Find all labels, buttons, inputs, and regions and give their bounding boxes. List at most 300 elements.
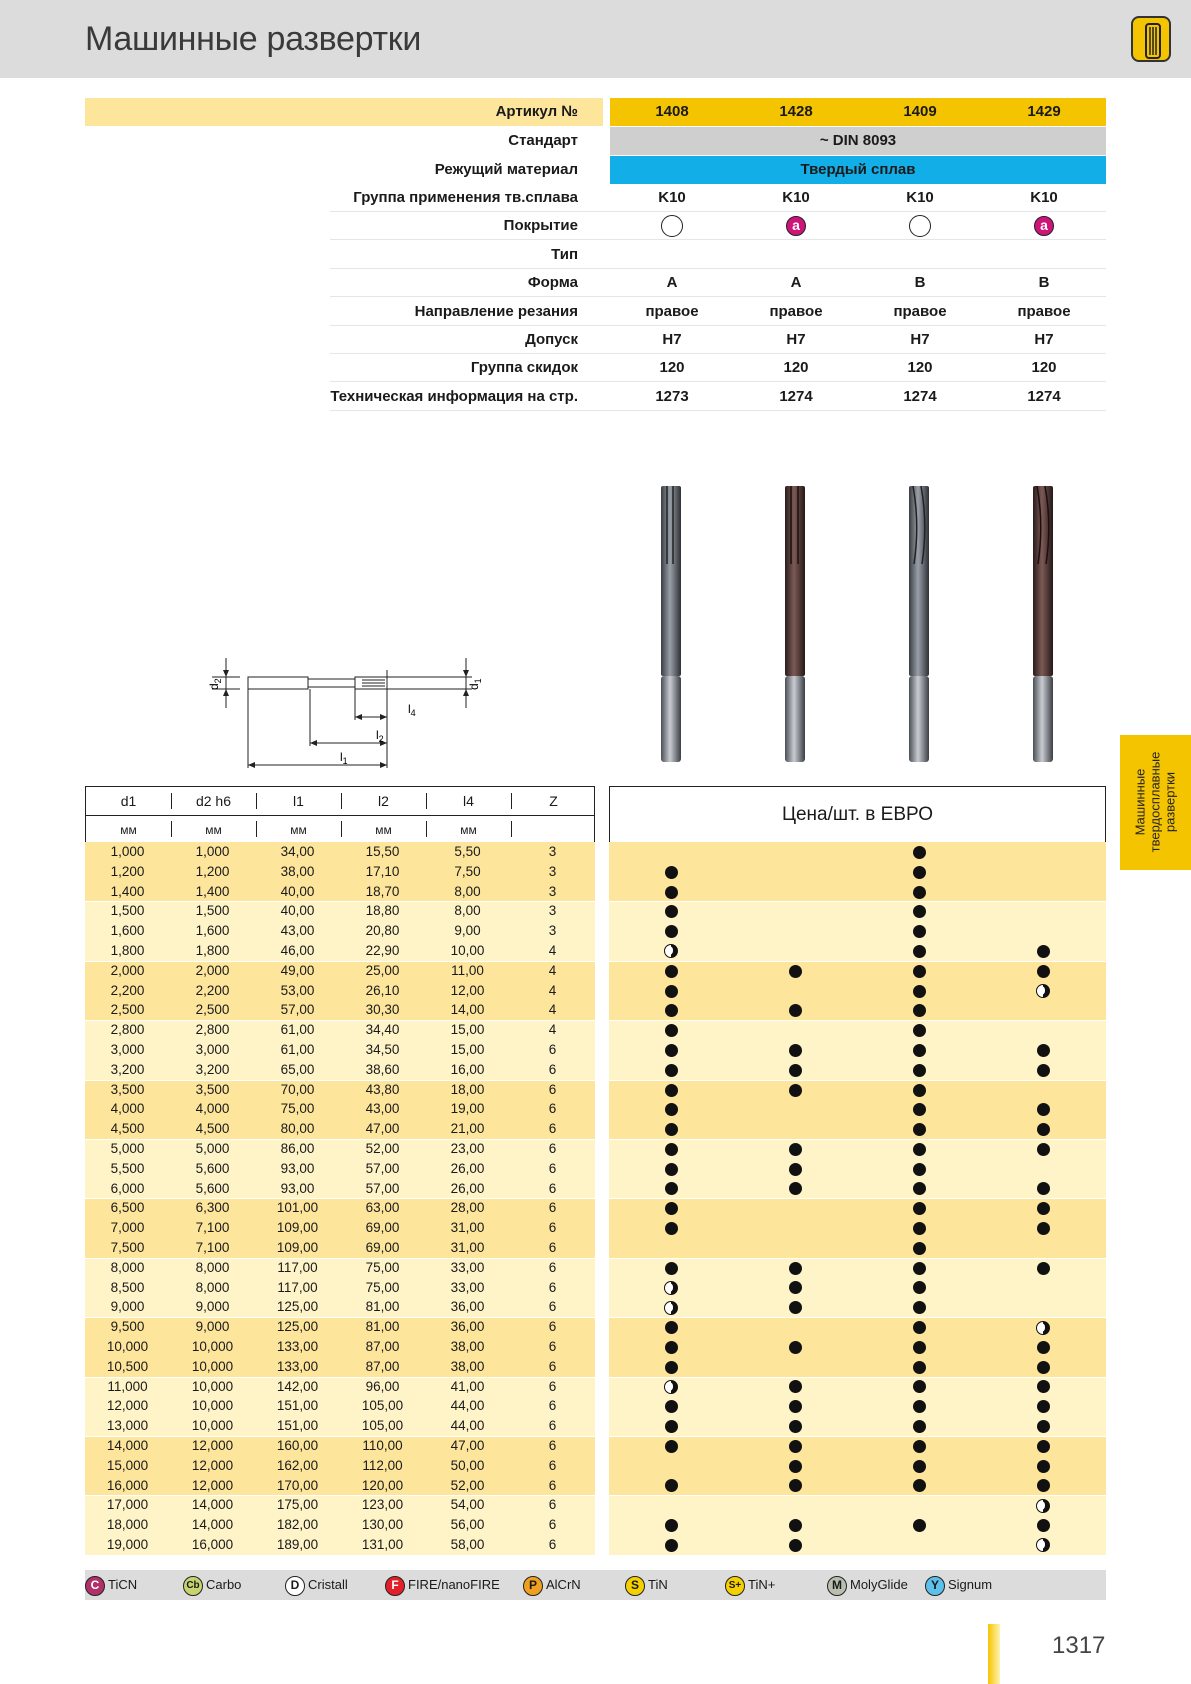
table-cell: 6 bbox=[548, 1536, 557, 1552]
in-stock-dot-icon bbox=[913, 846, 926, 859]
table-row bbox=[85, 1198, 1106, 1218]
table-cell: 50,00 bbox=[450, 1457, 485, 1473]
table-cell: 6,300 bbox=[195, 1200, 230, 1216]
availability-cell[interactable] bbox=[609, 1535, 733, 1555]
availability-cell[interactable] bbox=[981, 1139, 1105, 1159]
availability-cell[interactable] bbox=[609, 1218, 733, 1238]
availability-cell[interactable] bbox=[857, 1238, 981, 1258]
availability-cell[interactable] bbox=[609, 961, 733, 981]
table-cell: 34,50 bbox=[365, 1041, 400, 1057]
availability-cell[interactable] bbox=[733, 1159, 857, 1179]
coating-fire-nanofire-icon: F bbox=[385, 1576, 405, 1596]
table-cell: 31,00 bbox=[450, 1220, 485, 1236]
legend-item bbox=[925, 1575, 992, 1595]
table-row bbox=[85, 1337, 1106, 1357]
in-stock-dot-icon bbox=[913, 1163, 926, 1176]
table-cell: 3 bbox=[548, 903, 557, 919]
table-cell: 133,00 bbox=[276, 1358, 319, 1374]
availability-cell[interactable] bbox=[857, 1000, 981, 1020]
availability-cell[interactable] bbox=[857, 981, 981, 1001]
svg-text:d1 bbox=[467, 678, 483, 690]
uncoated-icon bbox=[909, 215, 931, 237]
availability-cell[interactable] bbox=[857, 1139, 981, 1159]
availability-cell[interactable] bbox=[981, 1476, 1105, 1496]
availability-cell[interactable] bbox=[733, 1080, 857, 1100]
availability-cell[interactable] bbox=[609, 1179, 733, 1199]
table-row bbox=[85, 1357, 1106, 1377]
availability-cell[interactable] bbox=[857, 1258, 981, 1278]
availability-cell[interactable] bbox=[609, 862, 733, 882]
article-number: 1429 bbox=[1027, 103, 1061, 120]
in-stock-dot-icon bbox=[789, 1004, 802, 1017]
in-stock-dot-icon bbox=[789, 1182, 802, 1195]
availability-cell[interactable] bbox=[981, 1416, 1105, 1436]
techinfo-page[interactable]: 1273 bbox=[655, 388, 689, 405]
table-cell: 12,000 bbox=[106, 1398, 149, 1414]
availability-cell[interactable] bbox=[857, 921, 981, 941]
table-cell: 70,00 bbox=[280, 1081, 315, 1097]
in-stock-dot-icon bbox=[913, 1361, 926, 1374]
table-cell: 38,00 bbox=[280, 863, 315, 879]
table-cell: 5,000 bbox=[110, 1140, 145, 1156]
availability-cell[interactable] bbox=[857, 842, 981, 862]
table-row bbox=[85, 1020, 1106, 1040]
table-cell: 13,000 bbox=[106, 1418, 149, 1434]
availability-cell[interactable] bbox=[981, 1218, 1105, 1238]
form-label: Форма bbox=[527, 274, 578, 291]
d2-label: d bbox=[207, 683, 221, 690]
tolerance-value: H7 bbox=[910, 331, 930, 348]
availability-cell[interactable] bbox=[981, 1396, 1105, 1416]
availability-cell[interactable] bbox=[857, 882, 981, 902]
table-cell: 1,200 bbox=[195, 863, 230, 879]
availability-cell[interactable] bbox=[857, 1080, 981, 1100]
availability-cell[interactable] bbox=[733, 1535, 857, 1555]
header-l2: l2 bbox=[378, 793, 389, 809]
availability-cell[interactable] bbox=[609, 1060, 733, 1080]
table-cell: 4,500 bbox=[195, 1121, 230, 1137]
table-cell: 1,500 bbox=[195, 903, 230, 919]
availability-cell[interactable] bbox=[981, 1198, 1105, 1218]
table-cell: 5,50 bbox=[454, 844, 481, 859]
availability-cell[interactable] bbox=[733, 1179, 857, 1199]
price-header: Цена/шт. в ЕВРО bbox=[609, 786, 1106, 843]
availability-cell[interactable] bbox=[981, 1495, 1105, 1515]
availability-cell[interactable] bbox=[857, 1099, 981, 1119]
table-cell: 109,00 bbox=[276, 1220, 319, 1236]
table-cell: 8,500 bbox=[110, 1279, 145, 1295]
table-cell: 7,100 bbox=[195, 1220, 230, 1236]
availability-cell[interactable] bbox=[981, 981, 1105, 1001]
table-cell: 28,00 bbox=[450, 1200, 485, 1216]
in-stock-dot-icon bbox=[1037, 1222, 1050, 1235]
table-cell: 12,000 bbox=[191, 1437, 234, 1453]
availability-cell[interactable] bbox=[857, 901, 981, 921]
availability-cell[interactable] bbox=[733, 961, 857, 981]
table-cell: 54,00 bbox=[450, 1497, 485, 1513]
legend-item bbox=[183, 1575, 241, 1595]
in-stock-dot-icon bbox=[913, 965, 926, 978]
tolerance-value: H7 bbox=[662, 331, 682, 348]
in-stock-dot-icon bbox=[913, 925, 926, 938]
table-row bbox=[85, 1218, 1106, 1238]
form-value: A bbox=[790, 274, 802, 291]
availability-cell[interactable] bbox=[733, 1278, 857, 1298]
table-cell: 112,00 bbox=[362, 1457, 403, 1473]
legend-item bbox=[725, 1575, 775, 1595]
table-cell: 10,500 bbox=[106, 1358, 149, 1374]
table-cell: 9,000 bbox=[110, 1299, 145, 1315]
table-cell: 36,00 bbox=[450, 1319, 485, 1335]
article-label: Артикул № bbox=[495, 103, 578, 120]
carbide-group-value: K10 bbox=[782, 189, 810, 206]
spec-row-material bbox=[85, 156, 1106, 184]
table-cell: 53,00 bbox=[280, 982, 315, 998]
availability-cell[interactable] bbox=[857, 1357, 981, 1377]
availability-cell[interactable] bbox=[609, 1357, 733, 1377]
availability-cell[interactable] bbox=[733, 1396, 857, 1416]
table-cell: 130,00 bbox=[361, 1517, 404, 1533]
availability-cell[interactable] bbox=[857, 1119, 981, 1139]
table-cell: 3,000 bbox=[195, 1041, 230, 1057]
in-stock-dot-icon bbox=[913, 1242, 926, 1255]
in-stock-dot-icon bbox=[913, 866, 926, 879]
availability-cell[interactable] bbox=[609, 1317, 733, 1337]
availability-cell[interactable] bbox=[733, 1297, 857, 1317]
availability-cell[interactable] bbox=[857, 941, 981, 961]
in-stock-dot-icon bbox=[789, 1341, 802, 1354]
table-row bbox=[85, 1436, 1106, 1456]
availability-cell[interactable] bbox=[609, 981, 733, 1001]
page-number: 1317 bbox=[1052, 1632, 1106, 1659]
table-cell: 38,60 bbox=[365, 1061, 400, 1077]
in-stock-dot-icon bbox=[1037, 1202, 1050, 1215]
table-cell: 2,000 bbox=[110, 962, 145, 978]
short-term-half-dot-icon bbox=[664, 944, 678, 958]
table-cell: 17,000 bbox=[106, 1497, 149, 1513]
table-cell: 12,000 bbox=[191, 1477, 234, 1493]
availability-cell[interactable] bbox=[981, 1258, 1105, 1278]
table-row bbox=[85, 1000, 1106, 1020]
availability-cell[interactable] bbox=[733, 1476, 857, 1496]
table-cell: 6,000 bbox=[110, 1180, 145, 1196]
availability-cell[interactable] bbox=[857, 1337, 981, 1357]
table-cell: 6 bbox=[548, 1358, 557, 1374]
availability-cell[interactable] bbox=[981, 1515, 1105, 1535]
table-cell: 36,00 bbox=[450, 1299, 485, 1315]
table-cell: 3 bbox=[548, 923, 557, 939]
table-cell: 2,800 bbox=[195, 1022, 230, 1038]
techinfo-page[interactable]: 1274 bbox=[779, 388, 813, 405]
availability-cell[interactable] bbox=[857, 1218, 981, 1238]
table-cell: 6 bbox=[548, 1457, 557, 1473]
in-stock-dot-icon bbox=[665, 1321, 678, 1334]
availability-cell[interactable] bbox=[981, 1060, 1105, 1080]
table-cell: 80,00 bbox=[280, 1121, 315, 1137]
in-stock-dot-icon bbox=[665, 886, 678, 899]
table-row bbox=[85, 1139, 1106, 1159]
availability-cell[interactable] bbox=[609, 1337, 733, 1357]
table-row bbox=[85, 1238, 1106, 1258]
availability-cell[interactable] bbox=[609, 1040, 733, 1060]
availability-cell[interactable] bbox=[857, 1515, 981, 1535]
availability-cell[interactable] bbox=[609, 1278, 733, 1298]
availability-cell[interactable] bbox=[609, 941, 733, 961]
table-cell: 123,00 bbox=[361, 1497, 404, 1513]
availability-cell[interactable] bbox=[733, 1515, 857, 1535]
table-cell: 6 bbox=[548, 1101, 557, 1117]
availability-cell[interactable] bbox=[981, 1357, 1105, 1377]
availability-cell[interactable] bbox=[609, 1159, 733, 1179]
availability-cell[interactable] bbox=[609, 1297, 733, 1317]
in-stock-dot-icon bbox=[665, 1420, 678, 1433]
availability-cell[interactable] bbox=[857, 1416, 981, 1436]
availability-cell[interactable] bbox=[857, 1198, 981, 1218]
in-stock-dot-icon bbox=[789, 1440, 802, 1453]
availability-cell[interactable] bbox=[609, 1515, 733, 1535]
availability-cell[interactable] bbox=[857, 1020, 981, 1040]
table-cell: 30,30 bbox=[365, 1002, 400, 1018]
table-cell: 10,000 bbox=[191, 1418, 234, 1434]
table-row bbox=[85, 1377, 1106, 1397]
availability-cell[interactable] bbox=[733, 1436, 857, 1456]
availability-cell[interactable] bbox=[609, 901, 733, 921]
availability-cell[interactable] bbox=[981, 1317, 1105, 1337]
spec-row-coating bbox=[85, 212, 1106, 240]
in-stock-dot-icon bbox=[1037, 1103, 1050, 1116]
table-cell: 44,00 bbox=[450, 1418, 485, 1434]
availability-cell[interactable] bbox=[733, 1040, 857, 1060]
in-stock-dot-icon bbox=[665, 1064, 678, 1077]
table-cell: 1,600 bbox=[110, 923, 145, 939]
table-row bbox=[85, 1515, 1106, 1535]
side-tab[interactable] bbox=[1120, 735, 1191, 870]
in-stock-dot-icon bbox=[913, 1004, 926, 1017]
table-cell: 75,00 bbox=[365, 1279, 400, 1295]
availability-cell[interactable] bbox=[733, 1377, 857, 1397]
reamer-dimension-drawing bbox=[200, 650, 490, 775]
availability-cell[interactable] bbox=[857, 961, 981, 981]
table-cell: 2,000 bbox=[195, 962, 230, 978]
in-stock-dot-icon bbox=[1037, 1400, 1050, 1413]
in-stock-dot-icon bbox=[1037, 1064, 1050, 1077]
table-cell: 4,500 bbox=[110, 1121, 145, 1137]
spec-row-tolerance bbox=[85, 326, 1106, 354]
table-cell: 5,500 bbox=[110, 1160, 145, 1176]
in-stock-dot-icon bbox=[665, 1202, 678, 1215]
availability-cell[interactable] bbox=[857, 1040, 981, 1060]
in-stock-dot-icon bbox=[1037, 1341, 1050, 1354]
table-cell: 131,00 bbox=[361, 1536, 404, 1552]
availability-cell[interactable] bbox=[609, 1396, 733, 1416]
table-cell: 56,00 bbox=[450, 1517, 485, 1533]
availability-cell[interactable] bbox=[857, 862, 981, 882]
table-cell: 10,000 bbox=[191, 1338, 234, 1354]
table-cell: 57,00 bbox=[365, 1180, 400, 1196]
in-stock-dot-icon bbox=[913, 1202, 926, 1215]
coating-alcrn-icon: P bbox=[523, 1576, 543, 1596]
table-cell: 4 bbox=[548, 942, 557, 958]
availability-cell[interactable] bbox=[609, 1258, 733, 1278]
techinfo-page[interactable]: 1274 bbox=[1027, 388, 1061, 405]
table-cell: 12,00 bbox=[450, 982, 485, 998]
reamer-product-images bbox=[648, 484, 1068, 774]
availability-cell[interactable] bbox=[609, 1198, 733, 1218]
unit-label: мм bbox=[290, 823, 307, 837]
legend-label: MolyGlide bbox=[850, 1577, 908, 1592]
spec-row-discount bbox=[85, 354, 1106, 382]
availability-cell[interactable] bbox=[981, 1535, 1105, 1555]
availability-cell[interactable] bbox=[981, 1040, 1105, 1060]
in-stock-dot-icon bbox=[789, 1460, 802, 1473]
unit-label: мм bbox=[375, 823, 392, 837]
table-cell: 6 bbox=[548, 1477, 557, 1493]
legend-item bbox=[827, 1575, 908, 1595]
availability-cell[interactable] bbox=[857, 1278, 981, 1298]
in-stock-dot-icon bbox=[1037, 1460, 1050, 1473]
table-row bbox=[85, 1119, 1106, 1139]
availability-cell[interactable] bbox=[733, 1258, 857, 1278]
legend-item bbox=[523, 1575, 581, 1595]
in-stock-dot-icon bbox=[913, 1103, 926, 1116]
coating-ticn-icon: C bbox=[85, 1576, 105, 1596]
table-cell: 63,00 bbox=[365, 1200, 400, 1216]
availability-cell[interactable] bbox=[857, 1159, 981, 1179]
table-cell: 101,00 bbox=[276, 1200, 319, 1216]
coating-label: Покрытие bbox=[503, 217, 578, 234]
availability-cell[interactable] bbox=[733, 1456, 857, 1476]
availability-cell[interactable] bbox=[733, 1060, 857, 1080]
table-cell: 18,80 bbox=[365, 903, 400, 919]
table-cell: 18,70 bbox=[365, 883, 400, 899]
availability-cell[interactable] bbox=[857, 1297, 981, 1317]
table-cell: 6 bbox=[548, 1319, 557, 1335]
availability-cell[interactable] bbox=[857, 1436, 981, 1456]
availability-cell[interactable] bbox=[609, 1080, 733, 1100]
availability-cell[interactable] bbox=[981, 1099, 1105, 1119]
table-cell: 125,00 bbox=[276, 1319, 319, 1335]
availability-cell[interactable] bbox=[609, 882, 733, 902]
table-cell: 4 bbox=[548, 962, 557, 978]
availability-cell[interactable] bbox=[609, 1119, 733, 1139]
in-stock-dot-icon bbox=[789, 1539, 802, 1552]
availability-cell[interactable] bbox=[733, 1139, 857, 1159]
table-cell: 7,50 bbox=[454, 863, 481, 879]
direction-value: правое bbox=[769, 303, 823, 320]
table-cell: 15,000 bbox=[106, 1457, 149, 1473]
legend-item bbox=[285, 1575, 348, 1595]
page-title: Машинные развертки bbox=[85, 20, 422, 58]
availability-cell[interactable] bbox=[609, 1099, 733, 1119]
in-stock-dot-icon bbox=[665, 1519, 678, 1532]
short-term-half-dot-icon bbox=[1036, 1321, 1050, 1335]
reamer-1429-image bbox=[1033, 486, 1053, 762]
table-cell: 12,000 bbox=[191, 1457, 234, 1473]
availability-cell[interactable] bbox=[609, 1000, 733, 1020]
in-stock-dot-icon bbox=[913, 1123, 926, 1136]
article-number: 1408 bbox=[655, 103, 689, 120]
table-cell: 11,000 bbox=[107, 1378, 148, 1394]
table-cell: 1,800 bbox=[195, 942, 230, 958]
table-cell: 21,00 bbox=[450, 1121, 485, 1137]
availability-cell[interactable] bbox=[609, 1476, 733, 1496]
availability-cell[interactable] bbox=[981, 1436, 1105, 1456]
in-stock-dot-icon bbox=[665, 1084, 678, 1097]
availability-cell[interactable] bbox=[733, 1416, 857, 1436]
form-value: B bbox=[1038, 274, 1050, 291]
coating-legend bbox=[85, 1570, 1106, 1600]
availability-cell[interactable] bbox=[981, 961, 1105, 981]
techinfo-page[interactable]: 1274 bbox=[903, 388, 937, 405]
table-row bbox=[85, 921, 1106, 941]
in-stock-dot-icon bbox=[913, 945, 926, 958]
table-cell: 109,00 bbox=[276, 1239, 319, 1255]
availability-cell[interactable] bbox=[733, 1000, 857, 1020]
table-cell: 1,000 bbox=[110, 844, 145, 859]
availability-cell[interactable] bbox=[981, 1119, 1105, 1139]
table-cell: 142,00 bbox=[276, 1378, 319, 1394]
availability-cell[interactable] bbox=[857, 1179, 981, 1199]
availability-cell[interactable] bbox=[857, 1060, 981, 1080]
reamer-1408-image bbox=[661, 486, 681, 762]
availability-cell[interactable] bbox=[609, 921, 733, 941]
header-d1: d1 bbox=[120, 793, 137, 809]
availability-cell[interactable] bbox=[857, 1377, 981, 1397]
table-cell: 151,00 bbox=[276, 1418, 319, 1434]
availability-cell[interactable] bbox=[609, 1416, 733, 1436]
table-cell: 3,500 bbox=[195, 1081, 230, 1097]
availability-cell[interactable] bbox=[609, 1436, 733, 1456]
availability-cell[interactable] bbox=[981, 1337, 1105, 1357]
short-term-half-dot-icon bbox=[664, 1301, 678, 1315]
table-cell: 5,000 bbox=[195, 1140, 230, 1156]
table-cell: 26,00 bbox=[450, 1160, 485, 1176]
table-cell: 5,600 bbox=[195, 1160, 230, 1176]
in-stock-dot-icon bbox=[665, 1341, 678, 1354]
availability-cell[interactable] bbox=[857, 1396, 981, 1416]
in-stock-dot-icon bbox=[913, 1341, 926, 1354]
in-stock-dot-icon bbox=[789, 1163, 802, 1176]
direction-value: правое bbox=[1017, 303, 1071, 320]
availability-cell[interactable] bbox=[733, 1337, 857, 1357]
availability-cell[interactable] bbox=[857, 1456, 981, 1476]
table-cell: 15,50 bbox=[365, 844, 400, 859]
table-cell: 3 bbox=[548, 863, 557, 879]
table-row bbox=[85, 1396, 1106, 1416]
short-term-half-dot-icon bbox=[664, 1281, 678, 1295]
table-cell: 1,600 bbox=[195, 923, 230, 939]
availability-cell[interactable] bbox=[981, 1179, 1105, 1199]
table-cell: 14,000 bbox=[191, 1517, 234, 1533]
availability-cell[interactable] bbox=[981, 1377, 1105, 1397]
in-stock-dot-icon bbox=[913, 905, 926, 918]
table-cell: 44,00 bbox=[450, 1398, 485, 1414]
availability-cell[interactable] bbox=[857, 1476, 981, 1496]
header-l1: l1 bbox=[293, 793, 304, 809]
short-term-half-dot-icon bbox=[664, 1380, 678, 1394]
in-stock-dot-icon bbox=[913, 1479, 926, 1492]
availability-cell[interactable] bbox=[981, 1456, 1105, 1476]
availability-cell[interactable] bbox=[981, 941, 1105, 961]
in-stock-dot-icon bbox=[913, 1222, 926, 1235]
table-cell: 31,00 bbox=[450, 1239, 485, 1255]
in-stock-dot-icon bbox=[665, 866, 678, 879]
availability-cell[interactable] bbox=[857, 1317, 981, 1337]
availability-cell[interactable] bbox=[609, 1139, 733, 1159]
availability-cell[interactable] bbox=[609, 1377, 733, 1397]
availability-cell[interactable] bbox=[609, 1020, 733, 1040]
legend-label: Cristall bbox=[308, 1577, 348, 1592]
